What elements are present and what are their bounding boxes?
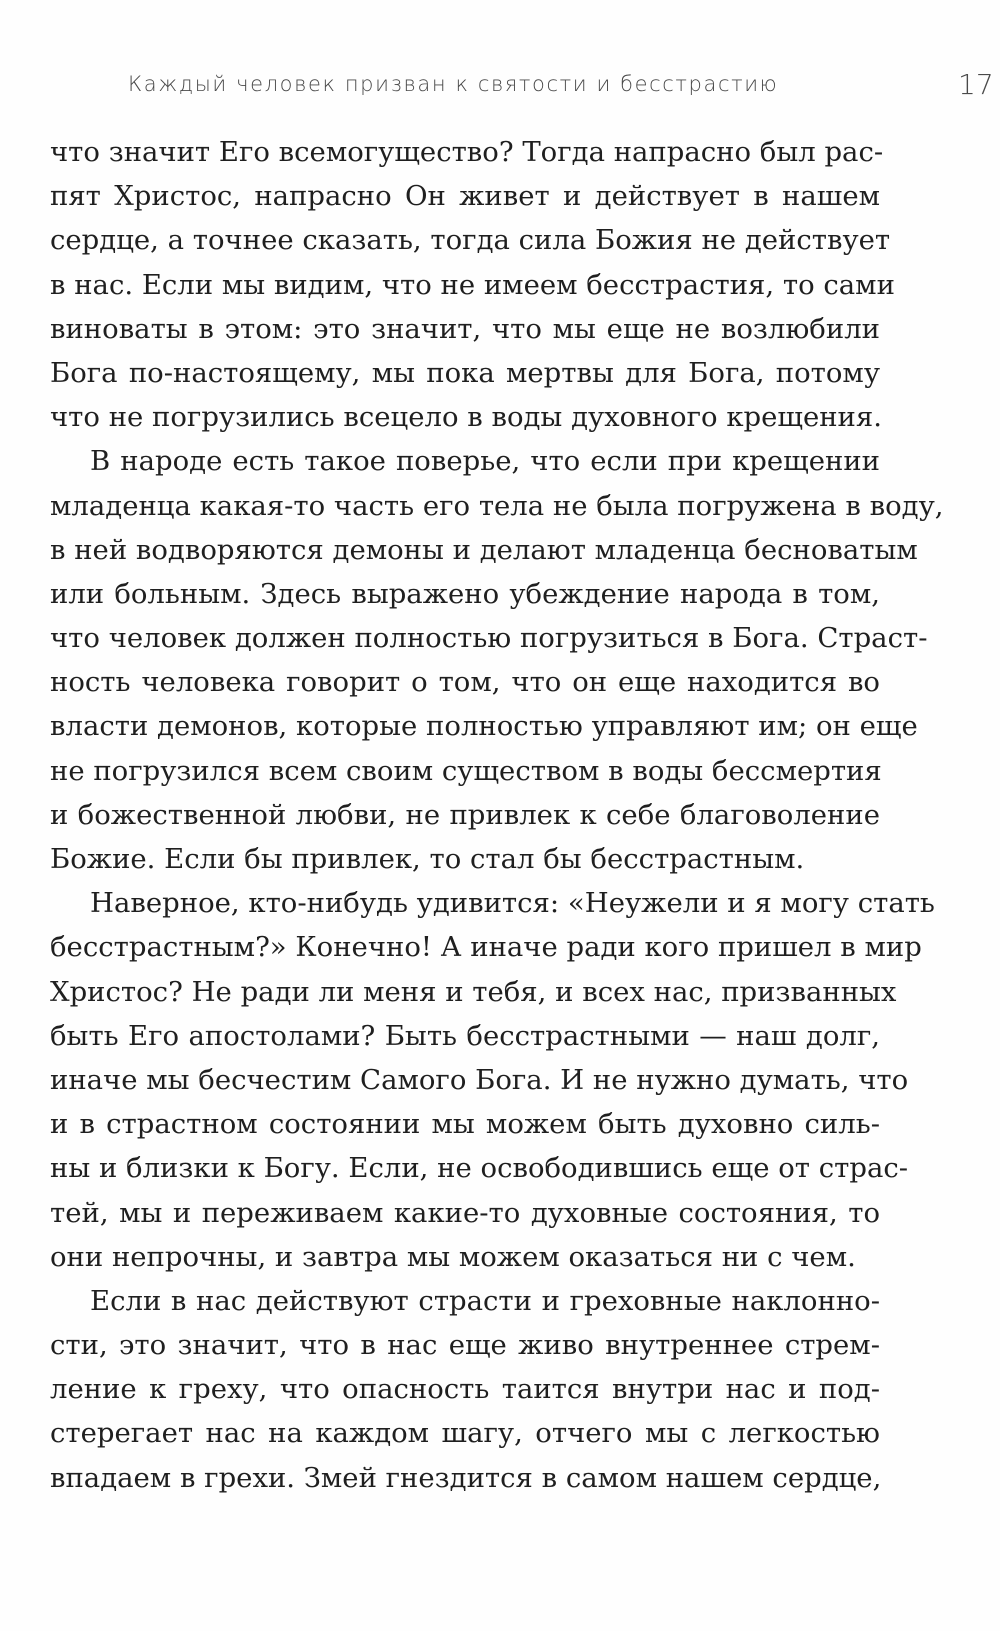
body-text [50,130,944,1500]
text-line: в ней водворяются демоны и делают младенца бесноватым [50,533,918,566]
text-line: Если в нас действуют страсти и греховные наклонно- [90,1284,880,1317]
text-line: впадаем в грехи. Змей гнездится в самом нашем сердце, [50,1461,882,1494]
text-line: Христос? Не ради ли меня и тебя, и всех нас, призванных [50,975,897,1008]
text-line: и божественной любви, не привлек к себе благоволение [50,798,880,831]
running-head [0,68,1000,112]
text-line: сти, это значит, что в нас еще живо внутреннее стрем- [50,1329,880,1362]
text-line: младенца какая-то часть его тела не была погружена в воду, [50,489,944,522]
text-line: ление к греху, что опасность таится внутри нас и под- [50,1373,880,1406]
text-line: они непрочны, и завтра мы можем оказаться ни с чем. [50,1240,856,1273]
text-line: не погрузился всем своим существом в воды бессмертия [50,754,882,787]
text-line: в нас. Если мы видим, что не имеем бесстрастия, то сами [50,268,895,301]
text-line: ны и близки к Богу. Если, не освободившись еще от страс- [50,1152,909,1185]
paragraph-4 [50,1279,880,1500]
paragraph-3 [50,881,935,1279]
text-line: пят Христос, напрасно Он живет и действует в нашем [50,180,880,213]
text-line: или больным. Здесь выражено убеждение народа в том, [50,577,880,610]
page-number: 17 [958,68,994,101]
text-line: В народе есть такое поверье, что если при крещении [90,445,880,478]
running-title: Каждый человек призван к святости и бесстрастию [128,72,779,96]
text-line: тей, мы и переживаем какие-то духовные состояния, то [50,1196,880,1229]
text-line: Наверное, кто-нибудь удивится: «Неужели и я могу стать [90,887,935,920]
text-line: и в страстном состоянии мы можем быть духовно силь- [50,1108,880,1141]
paragraph-2 [50,439,944,881]
paragraph-1 [50,130,895,439]
text-line: бесстрастным?» Конечно! А иначе ради кого пришел в мир [50,931,922,964]
text-line: Божие. Если бы привлек, то стал бы бесстрастным. [50,843,805,875]
text-line: сердце, а точнее сказать, тогда сила Божия не действует [50,224,891,257]
text-line: иначе мы бесчестим Самого Бога. И не нужно думать, что [50,1063,909,1096]
text-line: ность человека говорит о том, что он еще находится во [50,666,880,699]
text-line: что значит Его всемогущество? Тогда напрасно был рас- [50,136,884,168]
text-line: виноваты в этом: это значит, что мы еще не возлюбили [50,312,880,345]
text-line: что не погрузились всецело в воды духовного крещения. [50,401,882,434]
text-line: Бога по-настоящему, мы пока мертвы для Бога, потому [50,356,880,389]
text-line: быть Его апостолами? Быть бесстрастными — наш долг, [50,1019,880,1052]
text-line: власти демонов, которые полностью управляют им; он еще [50,710,918,743]
text-line: стерегает нас на каждом шагу, отчего мы с легкостью [50,1417,880,1450]
text-line: что человек должен полностью погрузиться в Бога. Страст- [50,622,928,655]
